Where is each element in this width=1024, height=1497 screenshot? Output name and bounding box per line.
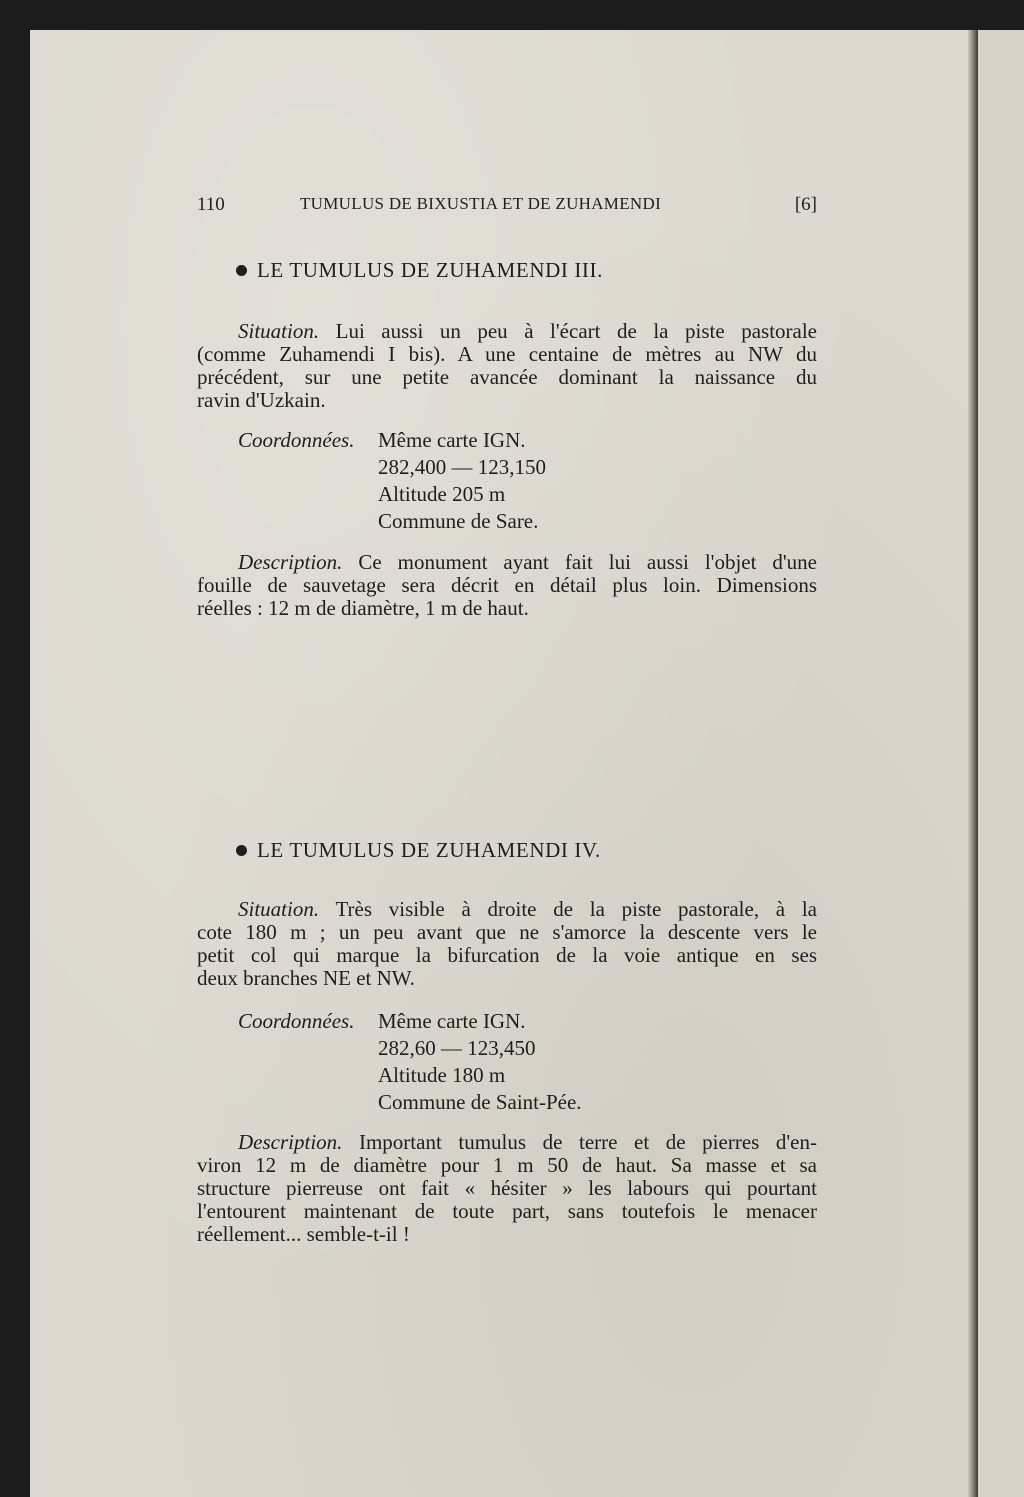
situation-label: Situation. xyxy=(238,897,320,921)
text-line: Lui aussi un peu à l'écart de la piste pastorale xyxy=(335,319,817,343)
text-line: l'entourent maintenant de toute part, sans toutefois le menacer xyxy=(197,1199,817,1223)
text-line: Ce monument ayant fait lui aussi l'objet d'une xyxy=(358,550,817,574)
coord-line: 282,60 — 123,450 xyxy=(378,1036,536,1060)
text-line: petit col qui marque la bifurcation de la voie antique en ses xyxy=(197,943,817,967)
document-page xyxy=(30,30,974,1497)
situation-paragraph xyxy=(197,898,817,990)
next-page-edge xyxy=(978,30,1024,1497)
section-heading xyxy=(236,258,603,283)
coord-line: Même carte IGN. xyxy=(378,1009,526,1033)
section-heading xyxy=(236,838,601,863)
running-title: TUMULUS DE BIXUSTIA ET DE ZUHAMENDI xyxy=(300,194,662,213)
text-line: ravin d'Uzkain. xyxy=(197,388,326,412)
section-title: LE TUMULUS DE ZUHAMENDI IV. xyxy=(257,838,601,862)
bullet-icon xyxy=(236,265,247,276)
description-label: Description. xyxy=(238,1130,343,1154)
coord-line: Commune de Sare. xyxy=(378,509,539,533)
coord-line: Altitude 180 m xyxy=(378,1063,506,1087)
text-line: cote 180 m ; un peu avant que ne s'amorce la descente vers le xyxy=(197,920,817,944)
text-line: Important tumulus de terre et de pierres d'en- xyxy=(358,1130,817,1154)
coord-line: Même carte IGN. xyxy=(378,428,526,452)
coord-line: 282,400 — 123,150 xyxy=(378,455,546,479)
coordinates-block xyxy=(238,427,546,535)
book-gutter xyxy=(968,30,978,1497)
text-line: fouille de sauvetage sera décrit en détail plus loin. Dimensions xyxy=(197,573,817,597)
running-header xyxy=(197,194,817,218)
text-line: structure pierreuse ont fait « hésiter » les labours qui pourtant xyxy=(197,1176,817,1200)
text-line: réelles : 12 m de diamètre, 1 m de haut. xyxy=(197,596,529,620)
text-line: (comme Zuhamendi I bis). A une centaine de mètres au NW du xyxy=(197,342,817,366)
coord-line: Commune de Saint-Pée. xyxy=(378,1090,582,1114)
situation-paragraph xyxy=(197,320,817,412)
coordinates-label: Coordonnées. xyxy=(238,1009,355,1033)
text-line: réellement... semble-t-il ! xyxy=(197,1222,410,1246)
text-line: deux branches NE et NW. xyxy=(197,966,415,990)
section-bracket: [6] xyxy=(794,194,817,215)
description-label: Description. xyxy=(238,550,343,574)
bullet-icon xyxy=(236,845,247,856)
coord-line: Altitude 205 m xyxy=(378,482,506,506)
coordinates-block xyxy=(238,1008,582,1116)
description-paragraph xyxy=(197,1131,817,1246)
coordinates-label: Coordonnées. xyxy=(238,428,355,452)
text-line: précédent, sur une petite avancée dominant la naissance du xyxy=(197,365,817,389)
description-paragraph xyxy=(197,551,817,620)
situation-label: Situation. xyxy=(238,319,320,343)
page-number: 110 xyxy=(197,194,225,215)
section-title: LE TUMULUS DE ZUHAMENDI III. xyxy=(257,258,603,282)
text-line: Très visible à droite de la piste pastorale, à la xyxy=(335,897,818,921)
text-line: viron 12 m de diamètre pour 1 m 50 de haut. Sa masse et sa xyxy=(197,1153,817,1177)
